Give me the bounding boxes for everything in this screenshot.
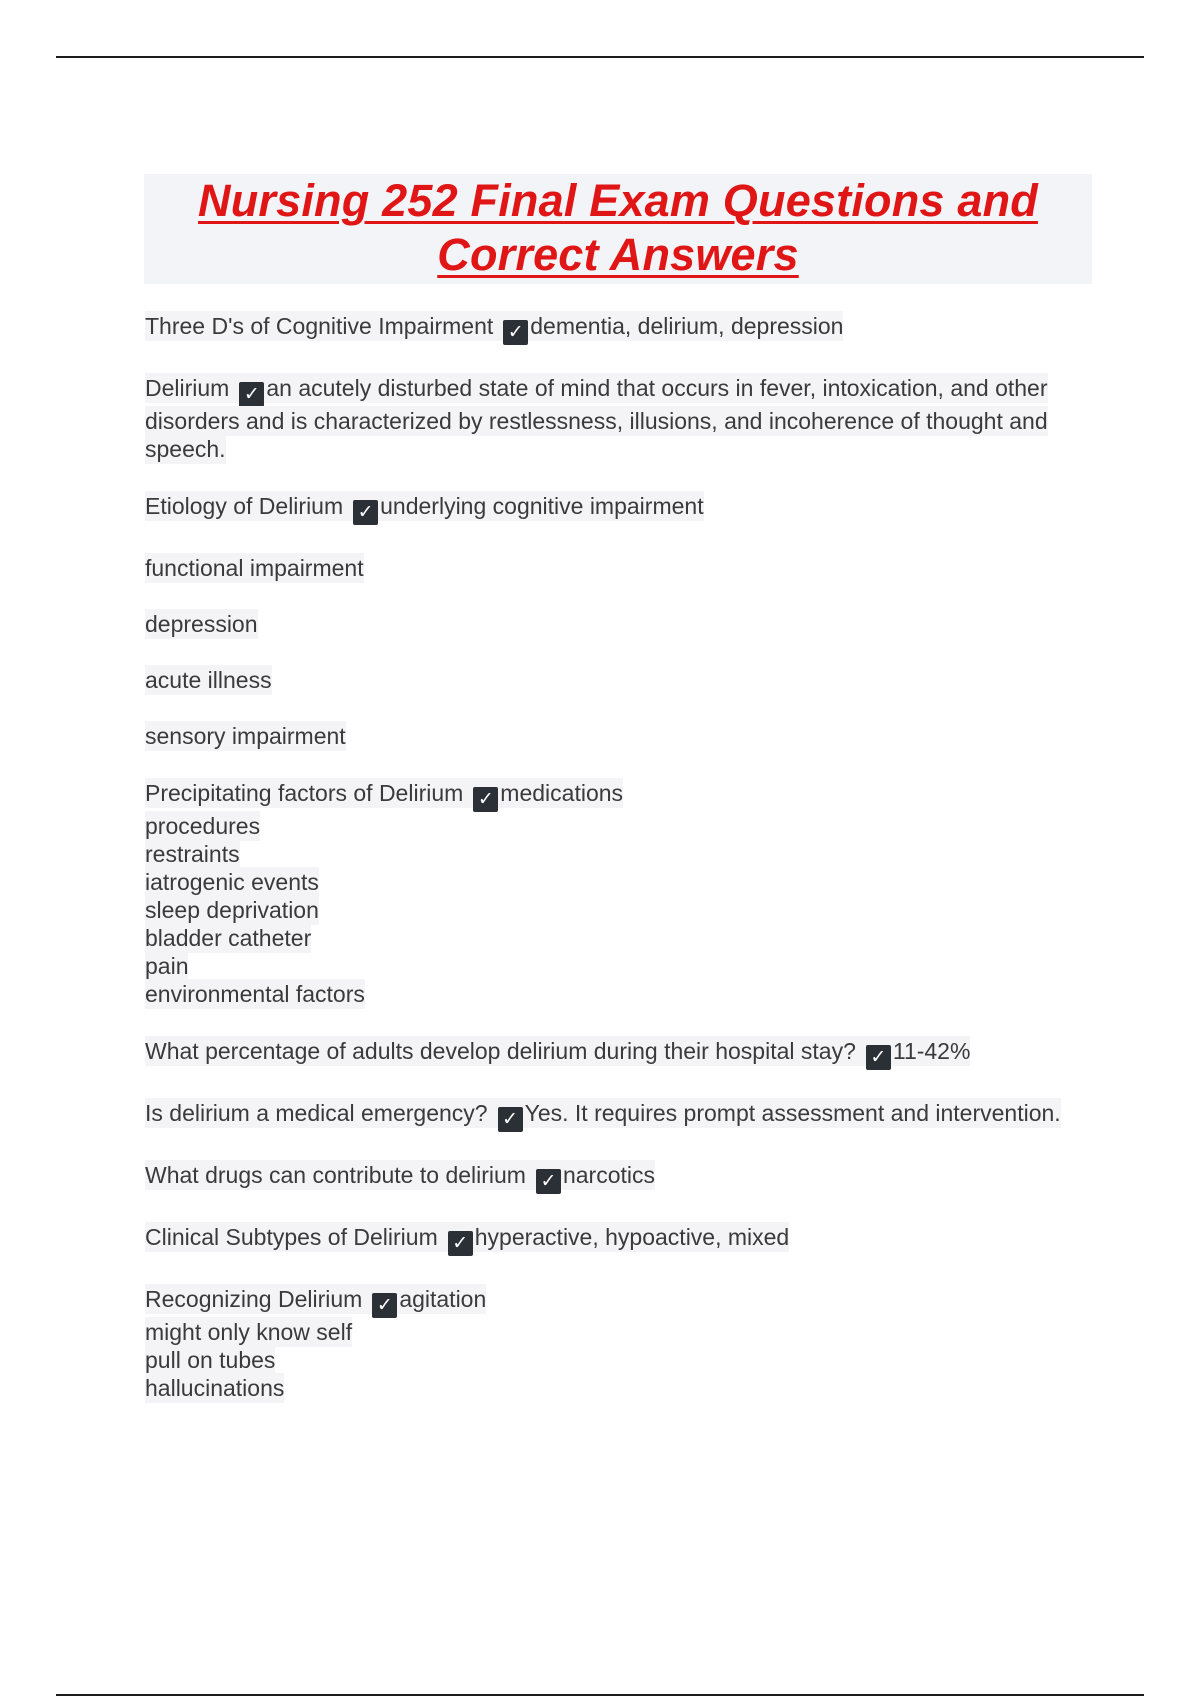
check-icon: ✓ bbox=[498, 1107, 523, 1132]
flashcard-entry bbox=[145, 779, 1075, 1008]
entry-answer-line: procedures bbox=[145, 813, 261, 839]
entry-answer: hyperactive, hypoactive, mixed bbox=[474, 1224, 790, 1250]
flashcard-entry bbox=[145, 374, 1075, 463]
entry-answer: medications bbox=[500, 780, 624, 806]
entry-answer: Yes. It requires prompt assessment and intervention. bbox=[524, 1100, 1061, 1126]
entry-term: Precipitating factors of Delirium bbox=[145, 780, 464, 806]
entry-answer: 11-42% bbox=[892, 1038, 971, 1064]
entry-answer-line: might only know self bbox=[145, 1319, 353, 1345]
top-rule bbox=[56, 56, 1144, 58]
entry-answer-line: iatrogenic events bbox=[145, 869, 319, 895]
entry-answer-line: hallucinations bbox=[145, 1375, 285, 1401]
check-icon: ✓ bbox=[448, 1231, 473, 1256]
entry-text: depression bbox=[145, 611, 258, 637]
flashcard-entry bbox=[145, 492, 1075, 525]
check-icon: ✓ bbox=[503, 320, 528, 345]
entry-text: functional impairment bbox=[145, 555, 364, 581]
entry-term: What drugs can contribute to delirium bbox=[145, 1162, 526, 1188]
entry-answer-line: sleep deprivation bbox=[145, 897, 319, 923]
entry-answer-line: pull on tubes bbox=[145, 1347, 276, 1373]
flashcard-entry bbox=[145, 554, 1075, 582]
entry-answer-line: environmental factors bbox=[145, 981, 365, 1007]
check-icon: ✓ bbox=[866, 1045, 891, 1070]
entry-answer: underlying cognitive impairment bbox=[380, 493, 704, 519]
flashcard-entry bbox=[145, 1285, 1075, 1402]
entry-answer: narcotics bbox=[562, 1162, 656, 1188]
flashcard-entry bbox=[145, 1223, 1075, 1256]
document-title-line-1: Nursing 252 Final Exam Questions and bbox=[198, 175, 1038, 226]
entry-answer-line: bladder catheter bbox=[145, 925, 312, 951]
entry-text: acute illness bbox=[145, 667, 272, 693]
check-icon: ✓ bbox=[353, 500, 378, 525]
entry-answer-line: restraints bbox=[145, 841, 240, 867]
check-icon: ✓ bbox=[372, 1293, 397, 1318]
flashcard-entry bbox=[145, 312, 1075, 345]
flashcard-entry bbox=[145, 1161, 1075, 1194]
title-block bbox=[144, 174, 1092, 284]
bottom-rule bbox=[56, 1694, 1144, 1696]
check-icon: ✓ bbox=[239, 382, 264, 407]
entry-answer: an acutely disturbed state of mind that occurs in fever, intoxication, and other disorders and is characterized by restlessness, illusions, and incoherence of thought and speech. bbox=[145, 375, 1048, 462]
entry-answer-line: pain bbox=[145, 953, 189, 979]
entry-term: What percentage of adults develop delirium during their hospital stay? bbox=[145, 1038, 856, 1064]
entry-term: Three D's of Cognitive Impairment bbox=[145, 313, 494, 339]
flashcard-entry bbox=[145, 666, 1075, 694]
flashcard-list bbox=[145, 312, 1075, 1431]
flashcard-entry bbox=[145, 722, 1075, 750]
entry-answer: agitation bbox=[399, 1286, 487, 1312]
flashcard-entry bbox=[145, 1037, 1075, 1070]
check-icon: ✓ bbox=[473, 787, 498, 812]
entry-term: Etiology of Delirium bbox=[145, 493, 344, 519]
flashcard-entry bbox=[145, 1099, 1075, 1132]
entry-term: Is delirium a medical emergency? bbox=[145, 1100, 488, 1126]
entry-term: Recognizing Delirium bbox=[145, 1286, 363, 1312]
entry-text: sensory impairment bbox=[145, 723, 346, 749]
entry-term: Clinical Subtypes of Delirium bbox=[145, 1224, 438, 1250]
entry-term: Delirium bbox=[145, 375, 230, 401]
entry-answer: dementia, delirium, depression bbox=[530, 313, 844, 339]
check-icon: ✓ bbox=[536, 1169, 561, 1194]
document-title-line-2: Correct Answers bbox=[437, 229, 799, 280]
flashcard-entry bbox=[145, 610, 1075, 638]
